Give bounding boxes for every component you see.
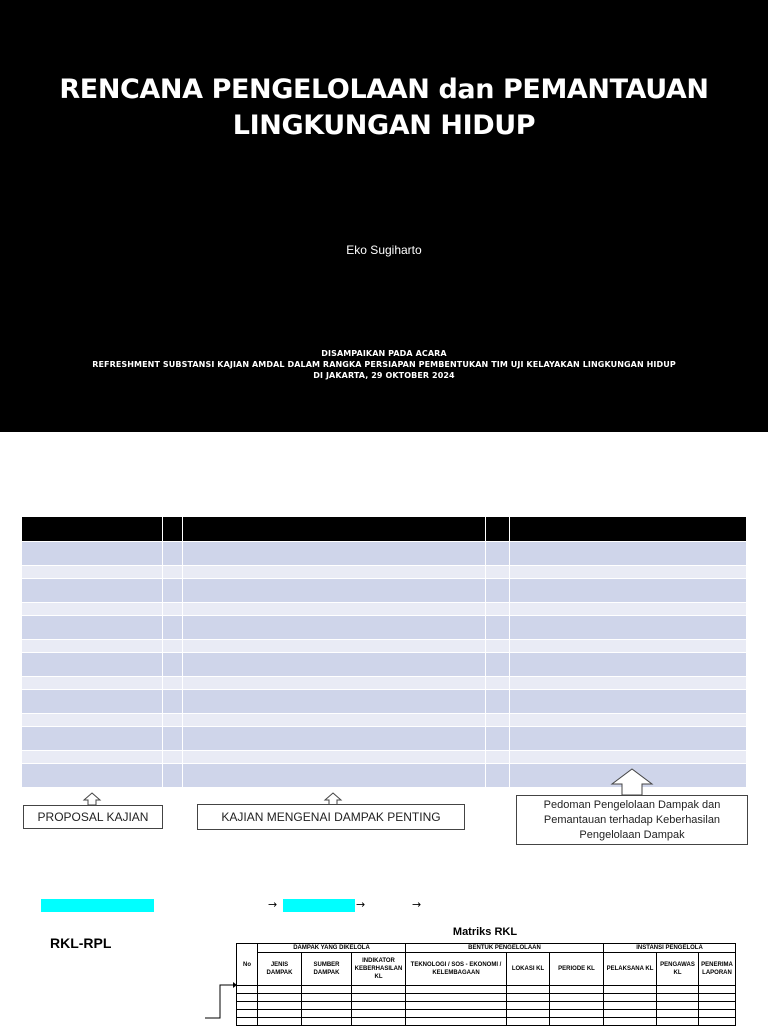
col-teknologi: TEKNOLOGI / SOS - EKONOMI / KELEMBAGAAN <box>406 953 507 986</box>
author-name: Eko Sugiharto <box>346 243 422 257</box>
overview-table <box>22 517 746 787</box>
table-header-row <box>22 517 746 541</box>
right-arrow-icon: → <box>412 898 422 911</box>
title-line-1: RENCANA PENGELOLAAN dan PEMANTAUAN <box>59 74 709 105</box>
table-row <box>22 565 746 578</box>
table-row <box>22 602 746 615</box>
table-row <box>237 1018 736 1026</box>
kajian-dampak-box: KAJIAN MENGENAI DAMPAK PENTING <box>197 804 465 830</box>
table-row <box>237 994 736 1002</box>
col-penerima: PENERIMA LAPORAN <box>699 953 736 986</box>
col-pelaksana: PELAKSANA KL <box>604 953 657 986</box>
col-lokasi: LOKASI KL <box>507 953 550 986</box>
event-line-2: REFRESHMENT SUBSTANSI KAJIAN AMDAL DALAM RANGKA PERSIAPAN PEMBENTUKAN TIM UJI KELAYAKAN LINGKUNGAN HIDUP <box>92 360 676 369</box>
col-periode: PERIODE KL <box>550 953 604 986</box>
up-arrow-icon <box>82 792 102 806</box>
table-row <box>22 676 746 689</box>
highlight-bar <box>283 899 355 912</box>
right-arrow-icon: → <box>356 898 366 911</box>
event-line-3: DI JAKARTA, 29 OKTOBER 2024 <box>313 371 455 380</box>
title-line-2: LINGKUNGAN HIDUP <box>232 110 536 141</box>
group-dampak: DAMPAK YANG DIKELOLA <box>258 944 406 953</box>
col-jenis: JENIS DAMPAK <box>258 953 302 986</box>
event-info <box>0 348 768 381</box>
table-row <box>22 726 746 750</box>
rkl-matrix-table <box>236 943 736 1026</box>
matrix-title: Matriks RKL <box>452 926 518 938</box>
group-instansi: INSTANSI PENGELOLA <box>604 944 736 953</box>
table-row <box>22 652 746 676</box>
table-row <box>22 541 746 565</box>
table-row <box>237 986 736 994</box>
table-row <box>22 639 746 652</box>
table-row <box>22 750 746 763</box>
table-row <box>22 615 746 639</box>
group-bentuk: BENTUK PENGELOLAAN <box>406 944 604 953</box>
pedoman-box: Pedoman Pengelolaan Dampak dan Pemantauan terhadap Keberhasilan Pengelolaan Dampak <box>516 795 748 845</box>
col-sumber: SUMBER DAMPAK <box>302 953 352 986</box>
event-line-1: DISAMPAIKAN PADA ACARA <box>321 349 447 358</box>
col-no: No <box>237 944 258 986</box>
table-row <box>22 578 746 602</box>
table-row <box>22 689 746 713</box>
title-slide <box>0 0 768 432</box>
connector-line <box>200 980 238 1024</box>
slide-title <box>40 72 728 144</box>
table-row <box>237 1002 736 1010</box>
col-pengawas: PENGAWAS KL <box>657 953 699 986</box>
rkl-rpl-label: RKL-RPL <box>50 935 112 951</box>
right-arrow-icon: → <box>268 898 278 911</box>
col-indikator: INDIKATOR KEBERHASILAN KL <box>352 953 406 986</box>
highlight-bar <box>41 899 154 912</box>
proposal-kajian-box: PROPOSAL KAJIAN <box>23 805 163 829</box>
table-row <box>22 713 746 726</box>
table-row <box>237 1010 736 1018</box>
up-arrow-icon <box>610 768 654 796</box>
